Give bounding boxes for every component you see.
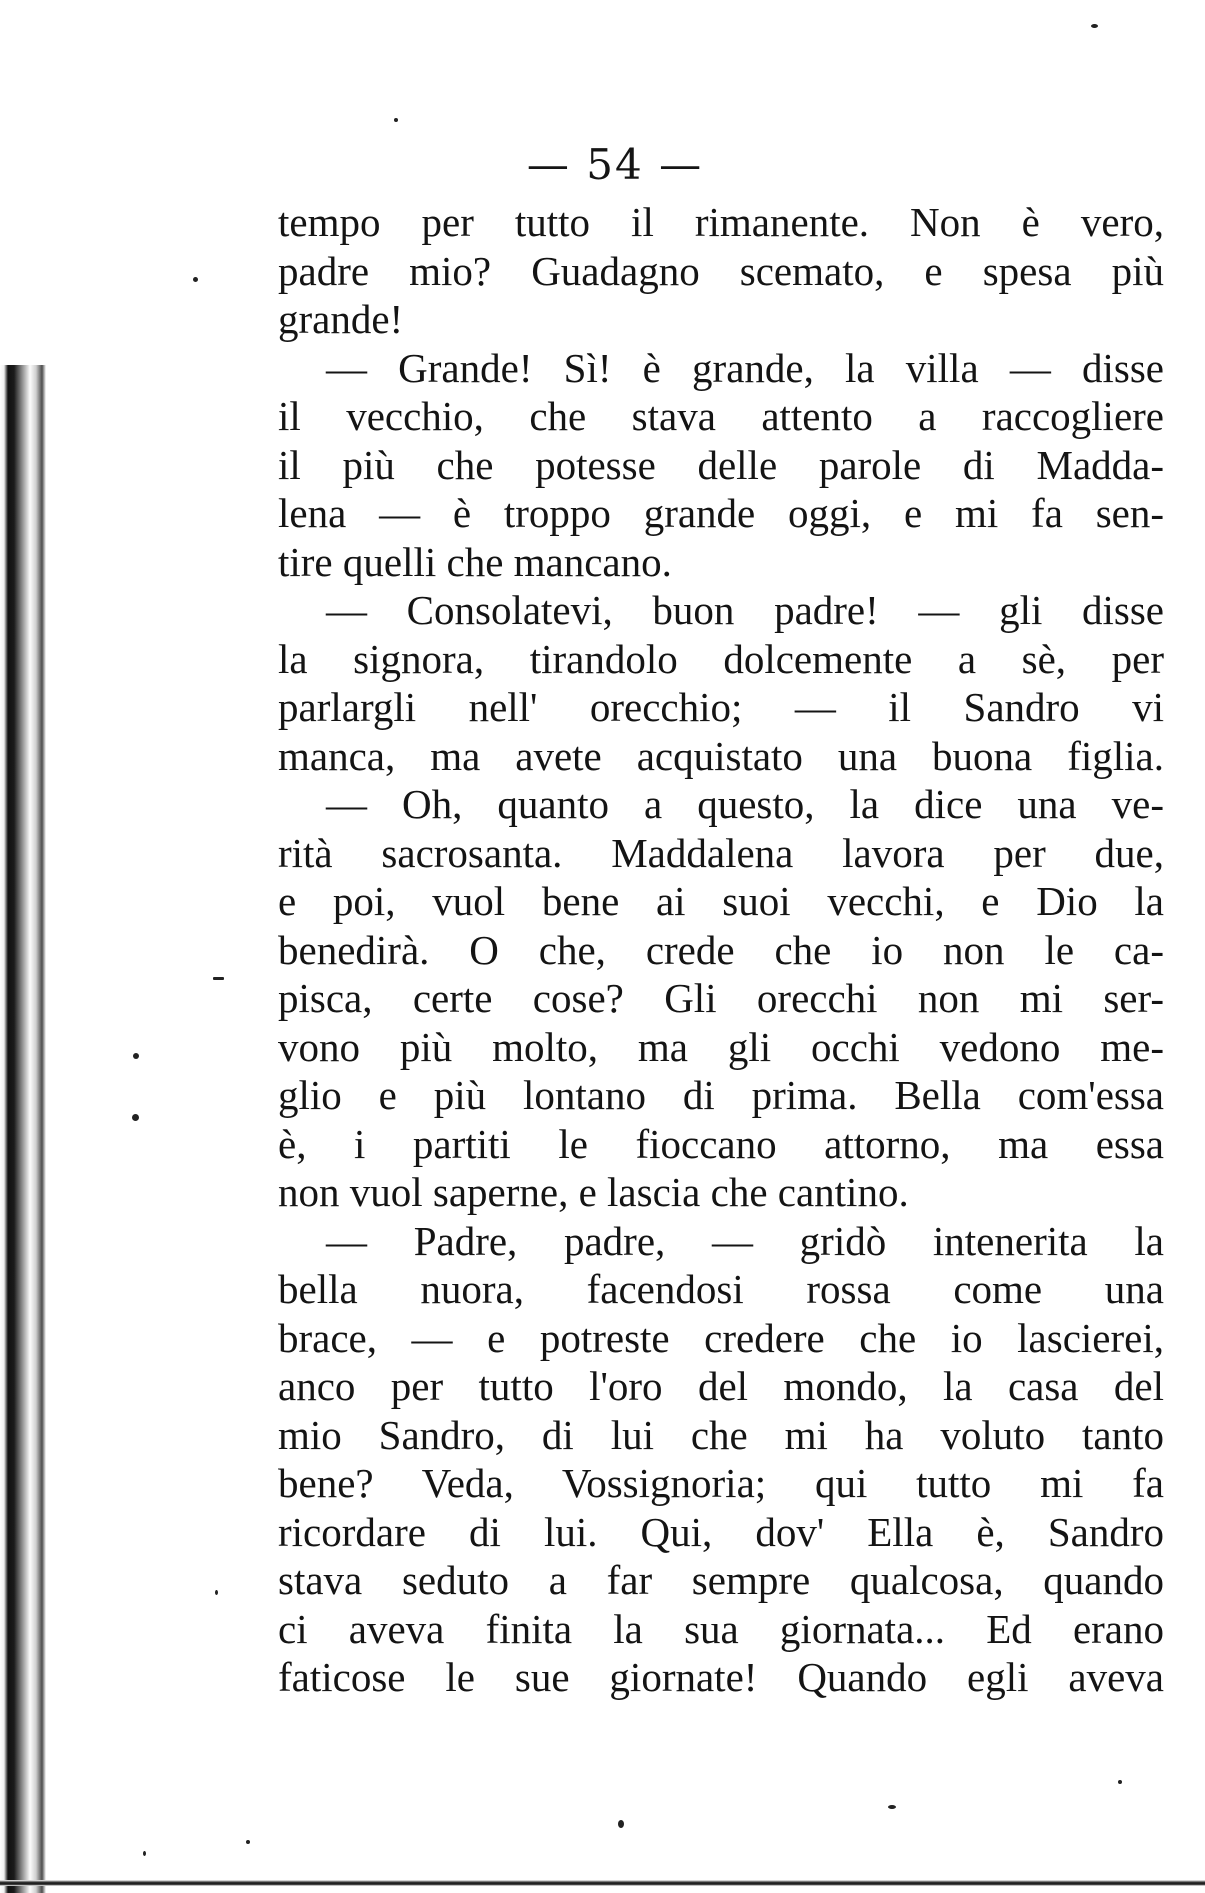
text-line: — Consolatevi, buon padre! — gli disse bbox=[326, 587, 1164, 633]
scan-speck bbox=[132, 1114, 139, 1121]
scan-speck bbox=[215, 1590, 218, 1595]
scan-speck bbox=[1118, 1780, 1122, 1784]
text-line: rità sacrosanta. Maddalena lavora per due, bbox=[278, 829, 1164, 876]
text-line: manca, ma avete acquistato una buona figlia. bbox=[278, 732, 1164, 779]
text-line: brace, — e potreste credere che io lascierei, bbox=[278, 1314, 1164, 1361]
book-binding-edge bbox=[0, 365, 46, 1893]
text-line: stava seduto a far sempre qualcosa, quando bbox=[278, 1557, 1164, 1603]
text-line: bene? Veda, Vossignoria; qui tutto mi fa bbox=[278, 1460, 1164, 1506]
page-bottom-edge bbox=[0, 1880, 1205, 1886]
body-text bbox=[278, 198, 1164, 1702]
scan-speck bbox=[1091, 24, 1098, 28]
text-line: tempo per tutto il rimanente. Non è vero, bbox=[278, 199, 1164, 245]
text-line: bella nuora, facendosi rossa come una bbox=[278, 1266, 1164, 1312]
text-line: — Padre, padre, — gridò intenerita la bbox=[326, 1217, 1164, 1264]
text-line: e poi, vuol bene ai suoi vecchi, e Dio la bbox=[278, 878, 1164, 924]
text-line: glio e più lontano di prima. Bella com'essa bbox=[278, 1072, 1164, 1118]
scan-speck bbox=[394, 118, 398, 122]
scan-speck bbox=[143, 1851, 146, 1856]
text-line: la signora, tirandolo dolcemente a sè, per bbox=[278, 635, 1164, 682]
scan-speck bbox=[133, 1053, 139, 1059]
scan-speck bbox=[246, 1840, 250, 1844]
page-number: — 54 — bbox=[526, 140, 704, 189]
text-line: grande! bbox=[278, 296, 404, 342]
text-line: il più che potesse delle parole di Madda- bbox=[278, 441, 1164, 488]
text-line: — Oh, quanto a questo, la dice una ve- bbox=[326, 781, 1164, 827]
scan-speck bbox=[213, 977, 224, 980]
scan-speck bbox=[618, 1820, 624, 1828]
scan-speck bbox=[888, 1805, 896, 1809]
text-line: vono più molto, ma gli occhi vedono me- bbox=[278, 1023, 1164, 1070]
text-line: tire quelli che mancano. bbox=[278, 538, 672, 585]
text-line: ricordare di lui. Qui, dov' Ella è, Sandro bbox=[278, 1508, 1164, 1555]
text-line: parlargli nell' orecchio; — il Sandro vi bbox=[278, 684, 1164, 730]
text-line: anco per tutto l'oro del mondo, la casa del bbox=[278, 1363, 1164, 1409]
text-line: pisca, certe cose? Gli orecchi non mi ser- bbox=[278, 975, 1164, 1021]
text-line: padre mio? Guadagno scemato, e spesa più bbox=[278, 247, 1164, 294]
text-line: non vuol saperne, e lascia che cantino. bbox=[278, 1169, 909, 1215]
text-line: ci aveva finita la sua giornata... Ed erano bbox=[278, 1605, 1164, 1652]
text-line: benedirà. O che, crede che io non le ca- bbox=[278, 926, 1164, 973]
text-line: lena — è troppo grande oggi, e mi fa sen- bbox=[278, 490, 1164, 536]
text-line: — Grande! Sì! è grande, la villa — disse bbox=[326, 344, 1164, 391]
text-line: mio Sandro, di lui che mi ha voluto tanto bbox=[278, 1411, 1164, 1458]
scan-speck bbox=[193, 277, 198, 282]
text-line: il vecchio, che stava attento a raccogliere bbox=[278, 393, 1164, 439]
text-line: faticose le sue giornate! Quando egli aveva bbox=[278, 1654, 1164, 1700]
text-line: è, i partiti le fioccano attorno, ma essa bbox=[278, 1120, 1164, 1167]
